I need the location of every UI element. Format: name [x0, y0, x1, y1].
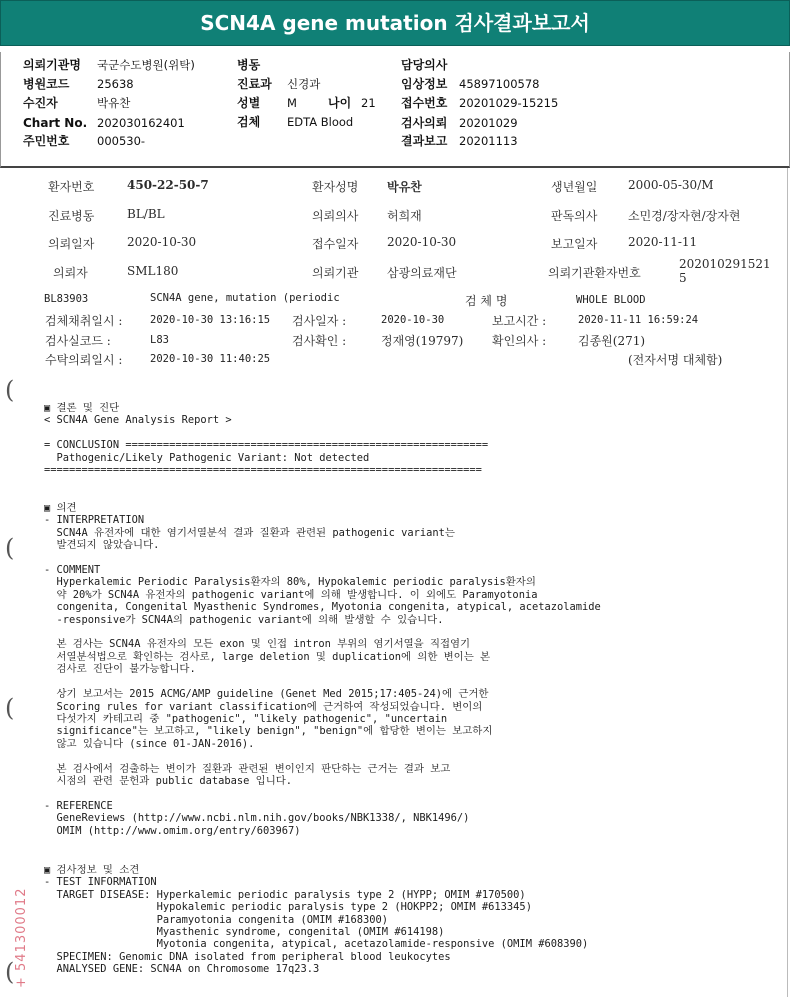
side-stamp-number: + 541300012: [14, 887, 29, 988]
patient-no-label: 환자번호: [48, 180, 95, 194]
sex-label: 성별: [237, 96, 261, 110]
birth-date-label: 생년월일: [551, 180, 598, 194]
examinee-label: 수진자: [23, 96, 58, 110]
age-label: 나이: [328, 96, 352, 110]
sex-value: M: [287, 96, 297, 110]
hospital-code-value: 25638: [97, 77, 134, 91]
receipt-date-value: 2020-10-30: [387, 235, 457, 249]
resident-no-label: 주민번호: [23, 134, 70, 148]
exam-confirm-label: 검사확인 :: [292, 334, 347, 348]
report-title: SCN4A gene mutation 검사결과보고서: [0, 0, 790, 46]
requester-label: 의뢰자: [53, 266, 88, 280]
lab-code-value: L83: [150, 334, 169, 346]
physician-label: 담당의사: [401, 58, 448, 72]
reading-doctor-label: 판독의사: [551, 209, 598, 223]
reading-doctor-value: 소민경/장자현/장자현: [628, 209, 741, 223]
patient-no-value: 450-22-50-7: [127, 178, 209, 192]
collect-time-value: 2020-10-30 13:16:15: [150, 314, 271, 326]
header-info-panel: [0, 52, 790, 168]
org-patient-no-label: 의뢰기관환자번호: [548, 266, 641, 280]
requester-value: SML180: [127, 264, 179, 278]
requesting-org-value: 삼광의료재단: [387, 266, 457, 280]
specimen-value: EDTA Blood: [287, 115, 354, 129]
test-code: BL83903: [44, 293, 89, 305]
ward-label-2: 진료병동: [48, 209, 95, 223]
result-report-value: 20201113: [459, 134, 518, 148]
binding-hole-1: (: [5, 376, 15, 404]
ward-value-2: BL/BL: [127, 207, 165, 221]
specimen-name-label: 검 체 명: [465, 294, 508, 308]
hospital-value: 국군수도병원(위탁): [97, 58, 195, 72]
collect-time-label: 검체채취일시 :: [45, 314, 123, 328]
birth-date-value: 2000-05-30/M: [628, 178, 714, 192]
consign-time-label: 수탁의뢰일시 :: [45, 353, 123, 367]
opinion-section: ▣ 의견 - INTERPRETATION SCN4A 유전자에 대한 염기서열분석 결과 질환과 관련된 pathogenic variant는 발견되지 않았습니다. - COMMENT Hyperkalemic Periodic Paralysis환자의 80%, Hypokalemic periodic paralysis환자의 약 20%가 SCN4A 유전자의 pathogenic variant에 의해 발생합니다. 이 외에도 Paramyotonia congenita, Congenital Myasthenic Syndromes, Myotonia congenita, atypical, acetazolamide -responsive가 SCN4A의 pathogenic variant에 의해 발생할 수 있습니다. 본 검사는 SCN4A 유전자의 모든 exon 및 인접 intron 부위의 염기서열을 직접염기 서열분석법으로 확인하는 검사로, large deletion 및 duplication에 의한 변이는 본 검사로 진단이 불가능합니다. 상기 보고서는 2015 ACMG/AMP guideline (Genet Med 2015;17:405-24)에 근거한 Scoring rules for variant classification에 근거하여 작성되었습니다. 변이의 다섯가지 카테고리 중 "pathogenic", "likely pathogenic", "uncertain significance"는 보고하고, "likely benign", "benign"에 합당한 변이는 보고하지 않고 있습니다 (since 01-JAN-2016). 본 검사에서 검출하는 변이가 질환과 관련된 변이인지 판단하는 근거는 결과 보고 시점의 관련 문헌과 public database 입니다. - REFERENCE GeneReviews (http://www.ncbi.nlm.nih.gov/books/NBK1338/, NBK1496/) OMIM (http://www.omim.org/entry/603967): [44, 502, 601, 837]
hospital-label: 의뢰기관명: [23, 58, 81, 72]
department-value: 신경과: [287, 77, 321, 91]
clinical-info-value: 45897100578: [459, 77, 540, 91]
report-time-label: 보고시간 :: [492, 314, 547, 328]
specimen-name-value: WHOLE BLOOD: [576, 294, 646, 306]
binding-hole-2: (: [5, 534, 15, 562]
resident-no-value: 000530-: [97, 134, 146, 148]
exam-confirm-value: 정재영(19797): [381, 334, 464, 348]
scanned-report: [0, 168, 790, 997]
receipt-no-label: 접수번호: [401, 96, 448, 110]
page-edge-divider: [787, 168, 788, 997]
patient-name-label: 환자성명: [312, 180, 359, 194]
patient-name-value: 박유찬: [387, 180, 422, 194]
result-report-label: 결과보고: [401, 134, 448, 148]
request-date-value-2: 2020-10-30: [127, 235, 197, 249]
exam-date-label: 검사일자 :: [292, 314, 347, 328]
report-date-value: 2020-11-11: [628, 235, 698, 249]
chart-no-label: Chart No.: [23, 116, 88, 130]
request-date-label: 검사의뢰: [401, 116, 448, 130]
clinical-info-label: 임상정보: [401, 77, 448, 91]
report-date-label: 보고일자: [551, 237, 598, 251]
test-info-section: ▣ 검사정보 및 소견 - TEST INFORMATION TARGET DISEASE: Hyperkalemic periodic paralysis type 2 (HYPP; OMIM #170500) Hypokalemic periodic paralysis type 2 (HOKPP2; OMIM #613345) Paramyotonia congenita (OMIM #168300) Myasthenic syndrome, congenital (OMIM #614198) Myotonia congenita, atypical, acetazolamide-responsive (OMIM #608390) SPECIMEN: Genomic DNA isolated from peripheral blood leukocytes ANALYSED GENE: SCN4A on Chromosome 17q23.3: [44, 864, 589, 976]
confirm-doctor-value: 김종원(271): [578, 334, 646, 348]
test-name: SCN4A gene, mutation (periodic: [150, 292, 340, 304]
request-date-value: 20201029: [459, 116, 518, 130]
binding-hole-4: (: [5, 958, 15, 986]
examinee-value: 박유찬: [97, 96, 131, 110]
conclusion-section: ▣ 결론 및 진단 < SCN4A Gene Analysis Report > = CONCLUSION ========================================================== Pathogenic/Likely Pathogenic Variant: Not detected ======================================================================: [44, 402, 489, 477]
receipt-no-value: 20201029-15215: [459, 96, 559, 110]
department-label: 진료과: [237, 77, 272, 91]
requesting-doctor-label: 의뢰의사: [312, 209, 359, 223]
org-patient-no-suffix: 5: [679, 271, 687, 285]
org-patient-no-value: 202010291521: [679, 257, 771, 271]
exam-date-value: 2020-10-30: [381, 314, 445, 326]
confirm-doctor-label: 확인의사 :: [492, 334, 547, 348]
hospital-code-label: 병원코드: [23, 77, 70, 91]
consign-time-value: 2020-10-30 11:40:25: [150, 353, 271, 365]
report-time-value: 2020-11-11 16:59:24: [578, 314, 699, 326]
age-value: 21: [361, 96, 376, 110]
ward-label: 병동: [237, 58, 261, 72]
specimen-label: 검체: [237, 115, 261, 129]
e-signature-note: (전자서명 대체함): [628, 353, 723, 367]
binding-hole-3: (: [5, 694, 15, 722]
requesting-org-label: 의뢰기관: [312, 266, 359, 280]
receipt-date-label: 접수일자: [312, 237, 359, 251]
chart-no-value: 202030162401: [97, 116, 185, 130]
lab-code-label: 검사실코드 :: [45, 334, 111, 348]
requesting-doctor-value: 허희재: [387, 209, 422, 223]
request-date-label-2: 의뢰일자: [48, 237, 95, 251]
